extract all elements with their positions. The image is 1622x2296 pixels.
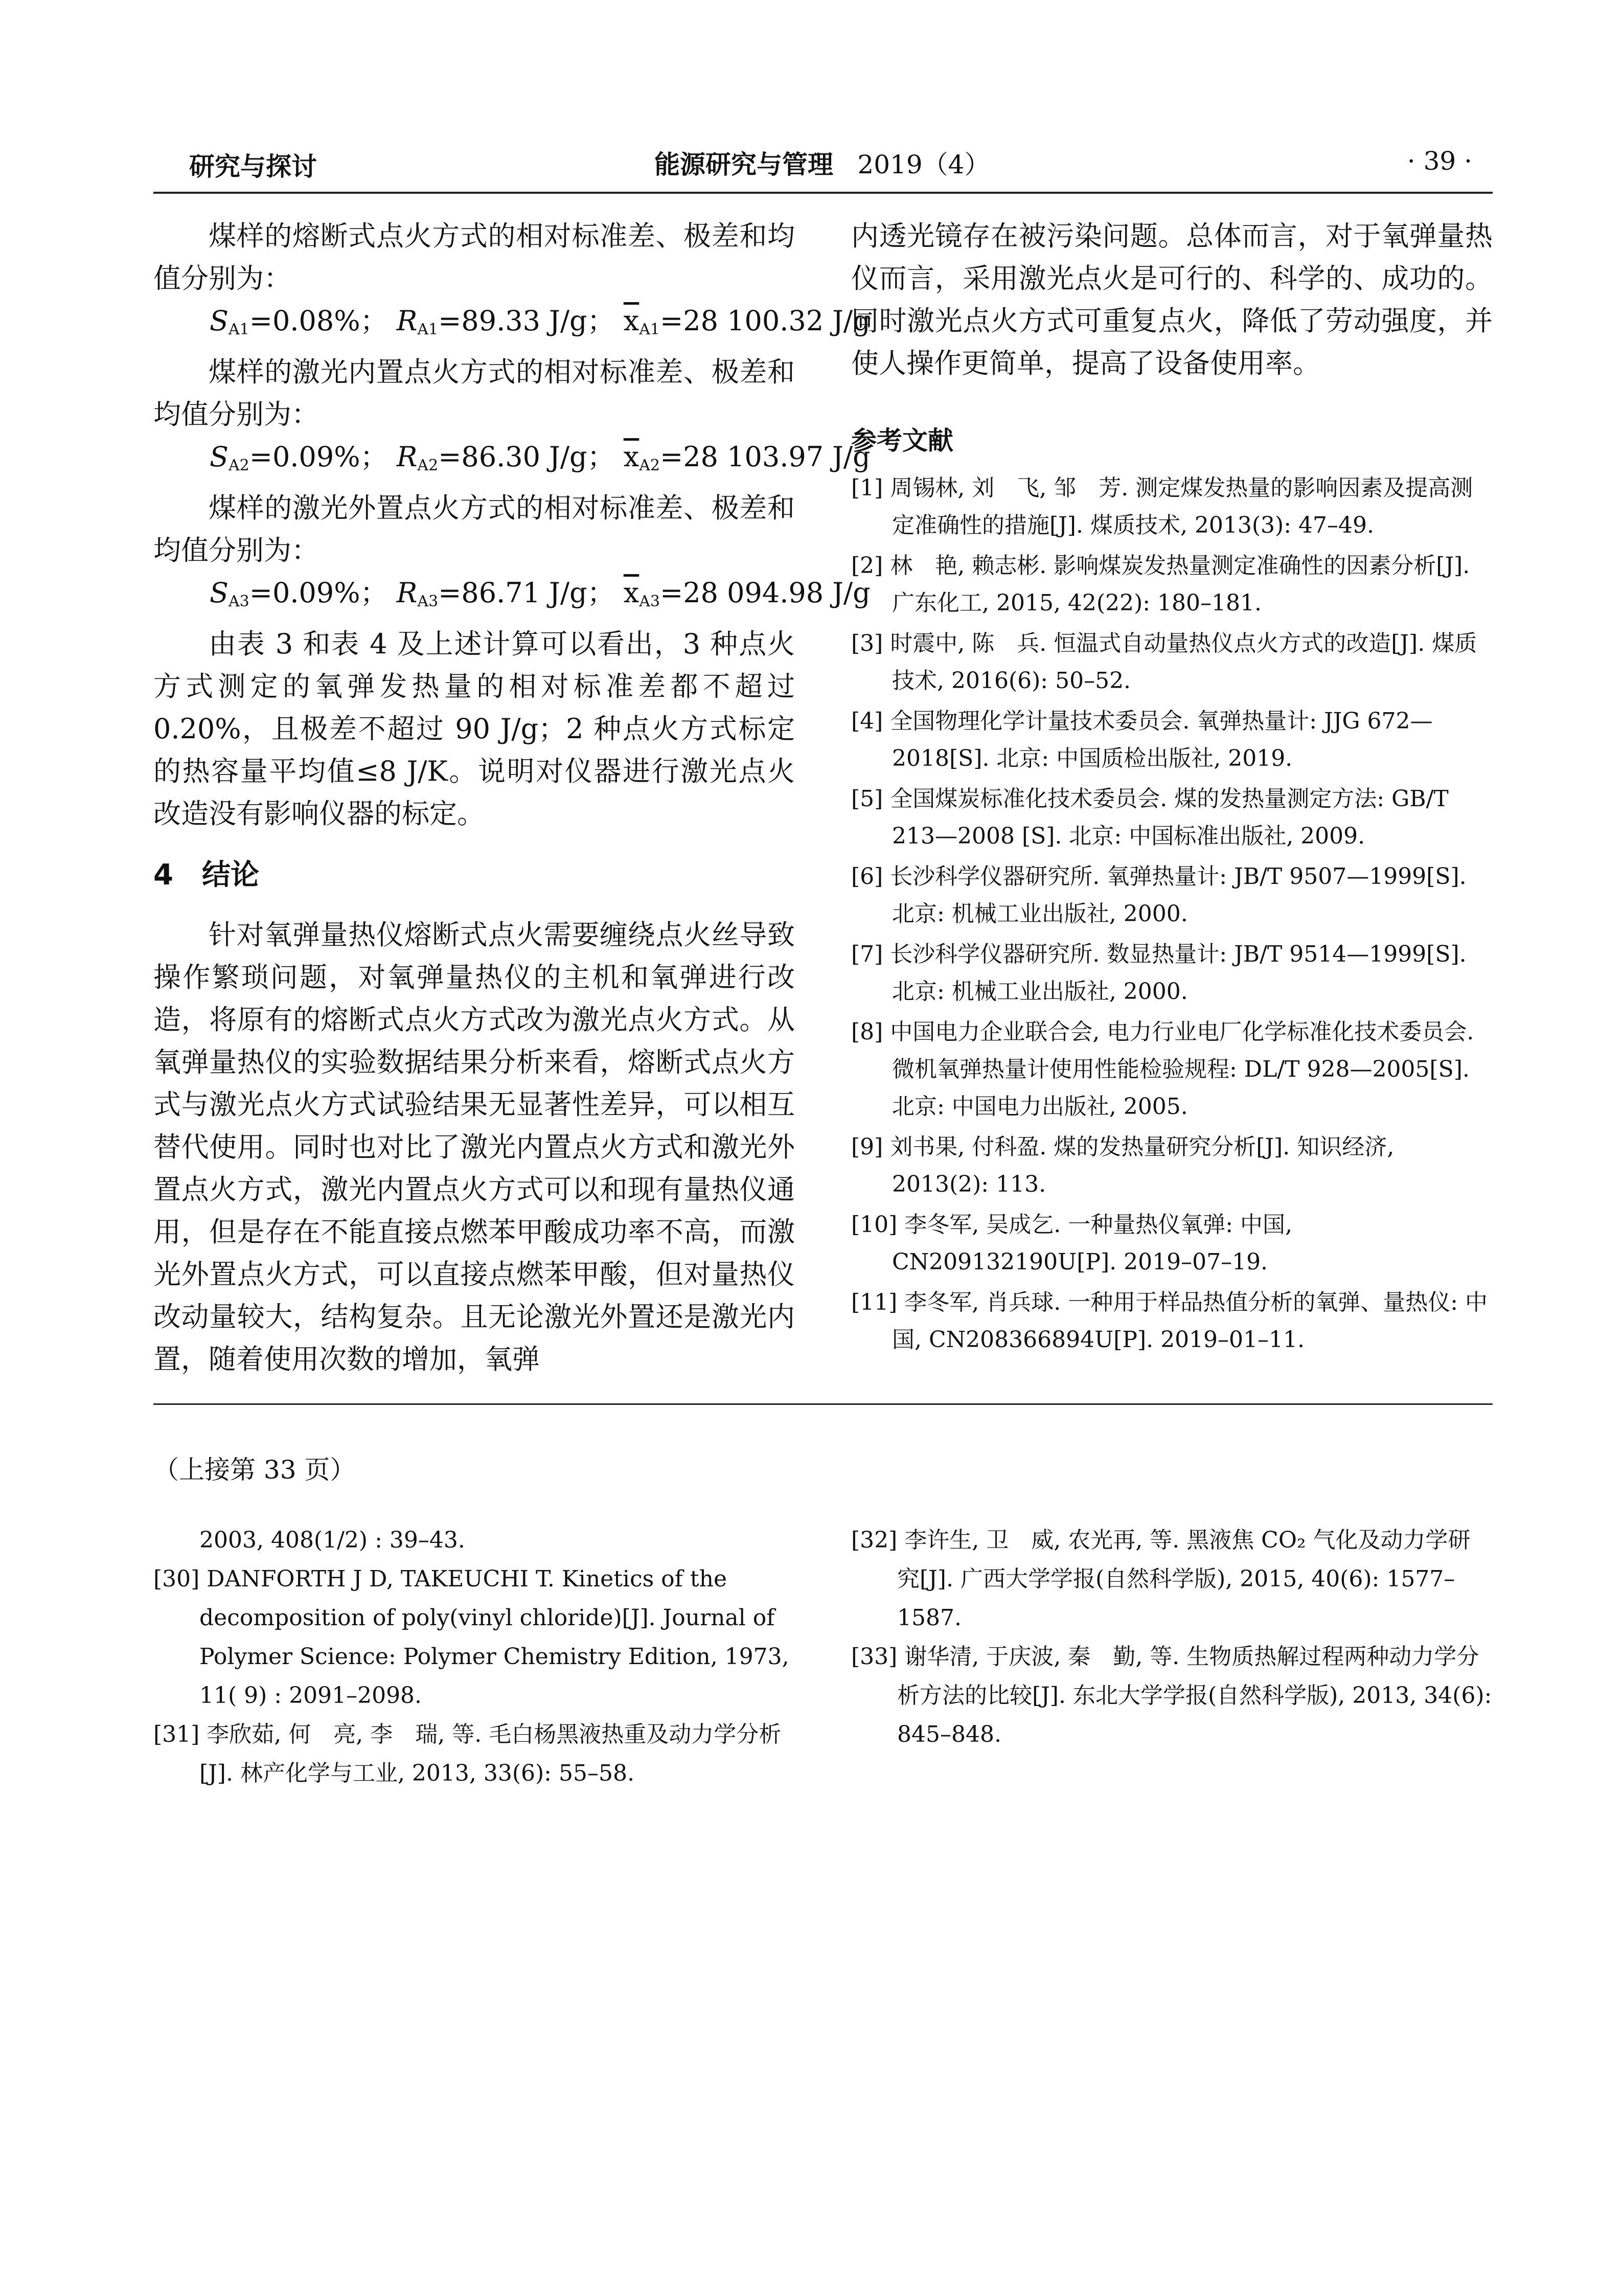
section-number: 4 <box>153 858 173 892</box>
reference-item: [7] 长沙科学仪器研究所. 数显热量计: JB/T 9514—1999[S]. 北京: 机械工业出版社, 2000. <box>851 941 1467 1005</box>
reference-item: [33] 谢华清, 于庆波, 秦 勤, 等. 生物质热解过程两种动力学分析方法的比较[J]. 东北大学学报(自然科学版), 2013, 34(6): 845–848. <box>851 1644 1492 1747</box>
section-heading <box>153 852 795 893</box>
section-title: 结论 <box>201 858 259 892</box>
paragraph: 内透光镜存在被污染问题。总体而言，对于氧弹量热仪而言，采用激光点火是可行的、科学的、成功的。同时激光点火方式可重复点火，降低了劳动强度，并使人操作更简单，提高了设备使用率。 <box>851 220 1493 379</box>
reference-item: [30] DANFORTH J D, TAKEUCHI T. Kinetics of the decomposition of poly(vinyl chloride)[J]. Journal of Polymer Science: Polymer Chemistry Edition, 1973, 11( 9) : 2091–2098. <box>153 1566 789 1709</box>
reference-item: [4] 全国物理化学计量技术委员会. 氧弹热量计: JJG 672—2018[S]. 北京: 中国质检出版社, 2019. <box>851 708 1433 771</box>
right-column <box>851 215 1493 1361</box>
reference-list <box>851 469 1493 1358</box>
paragraph: 煤样的熔断式点火方式的相对标准差、极差和均值分别为： <box>153 220 795 294</box>
section-divider-rule <box>153 1403 1493 1405</box>
reference-item: [8] 中国电力企业联合会, 电力行业电厂化学标准化技术委员会. 微机氧弹热量计使用性能检验规程: DL/T 928—2005[S]. 北京: 中国电力出版社, 2005. <box>851 1019 1474 1120</box>
reference-item: [31] 李欣茹, 何 亮, 李 瑞, 等. 毛白杨黑液热重及动力学分析[J]. 林产化学与工业, 2013, 33(6): 55–58. <box>153 1721 782 1786</box>
reference-item: 2003, 408(1/2) : 39–43. <box>199 1527 465 1553</box>
paragraph: 煤样的激光外置点火方式的相对标准差、极差和均值分别为： <box>153 492 795 566</box>
formula-line: $S_{A2}=0.09\%$； $R_{A2}=86.30$ J/g； $\overline{x}_{A2}=28$ 103.97 J/g <box>210 441 871 474</box>
journal-name: 能源研究与管理 <box>654 149 833 179</box>
reference-item: [5] 全国煤炭标准化技术委员会. 煤的发热量测定方法: GB/T 213—2008 [S]. 北京: 中国标准出版社, 2009. <box>851 786 1449 849</box>
page-number: · 39 · <box>1407 146 1472 176</box>
paragraph: 针对氧弹量热仪熔断式点火需要缠绕点火丝导致操作繁琐问题，对氧弹量热仪的主机和氧弹进行改造，将原有的熔断式点火方式改为激光点火方式。从氧弹量热仪的实验数据结果分析来看，熔断式点火方式与激光点火方式试验结果无显著性差异，可以相互替代使用。同时也对比了激光内置点火方式和激光外置点火方式，激光内置点火方式可以和现有量热仪通用，但是存在不能直接点燃苯甲酸成功率不高，而激光外置点火方式，可以直接点燃苯甲酸，但对量热仪改动量较大，结构复杂。且无论激光外置还是激光内置，随着使用次数的增加，氧弹 <box>153 919 795 1375</box>
journal-issue: 2019（4） <box>857 150 990 179</box>
continuation-note: （上接第 33 页） <box>153 1455 356 1485</box>
running-header <box>153 143 1493 189</box>
continued-references-left <box>153 1521 795 1793</box>
formula-line: $S_{A1}=0.08\%$； $R_{A1}=89.33$ J/g； $\overline{x}_{A1}=28$ 100.32 J/g <box>210 305 871 338</box>
reference-item: [32] 李许生, 卫 威, 农光再, 等. 黑液焦 CO₂ 气化及动力学研究[J]. 广西大学学报(自然科学版), 2015, 40(6): 1577–1587. <box>851 1527 1471 1631</box>
reference-item: [10] 李冬军, 吴成乞. 一种量热仪氧弹: 中国, CN209132190U[P]. 2019–07–19. <box>851 1212 1293 1275</box>
references-heading: 参考文献 <box>851 426 953 456</box>
reference-item: [6] 长沙科学仪器研究所. 氧弹热量计: JB/T 9507—1999[S]. 北京: 机械工业出版社, 2000. <box>851 863 1467 927</box>
header-journal-title <box>654 144 990 181</box>
continued-references-right <box>851 1521 1493 1754</box>
formula-line: $S_{A3}=0.09\%$； $R_{A3}=86.71$ J/g； $\overline{x}_{A3}=28$ 094.98 J/g <box>210 577 871 610</box>
paragraph: 煤样的激光内置点火方式的相对标准差、极差和均值分别为： <box>153 356 795 430</box>
reference-item: [2] 林 艳, 赖志彬. 影响煤炭发热量测定准确性的因素分析[J]. 广东化工, 2015, 42(22): 180–181. <box>851 553 1470 616</box>
reference-item: [11] 李冬军, 肖兵球. 一种用于样品热值分析的氧弹、量热仪: 中国, CN208366894U[P]. 2019–01–11. <box>851 1289 1488 1353</box>
header-rule <box>153 192 1493 194</box>
left-column <box>153 215 871 1380</box>
reference-item: [9] 刘书果, 付科盈. 煤的发热量研究分析[J]. 知识经济, 2013(2): 113. <box>851 1134 1395 1197</box>
paragraph: 由表 3 和表 4 及上述计算可以看出，3 种点火方式测定的氧弹发热量的相对标准差都不超过 0.20%，且极差不超过 90 J/g；2 种点火方式标定的热容量平均值≤8 J/K。说明对仪器进行激光点火改造没有影响仪器的标定。 <box>153 628 795 830</box>
header-section-label: 研究与探讨 <box>189 152 317 181</box>
reference-item: [1] 周锡林, 刘 飞, 邹 芳. 测定煤发热量的影响因素及提高测定准确性的措施[J]. 煤质技术, 2013(3): 47–49. <box>851 475 1473 538</box>
reference-item: [3] 时震中, 陈 兵. 恒温式自动量热仪点火方式的改造[J]. 煤质技术, 2016(6): 50–52. <box>851 630 1477 694</box>
